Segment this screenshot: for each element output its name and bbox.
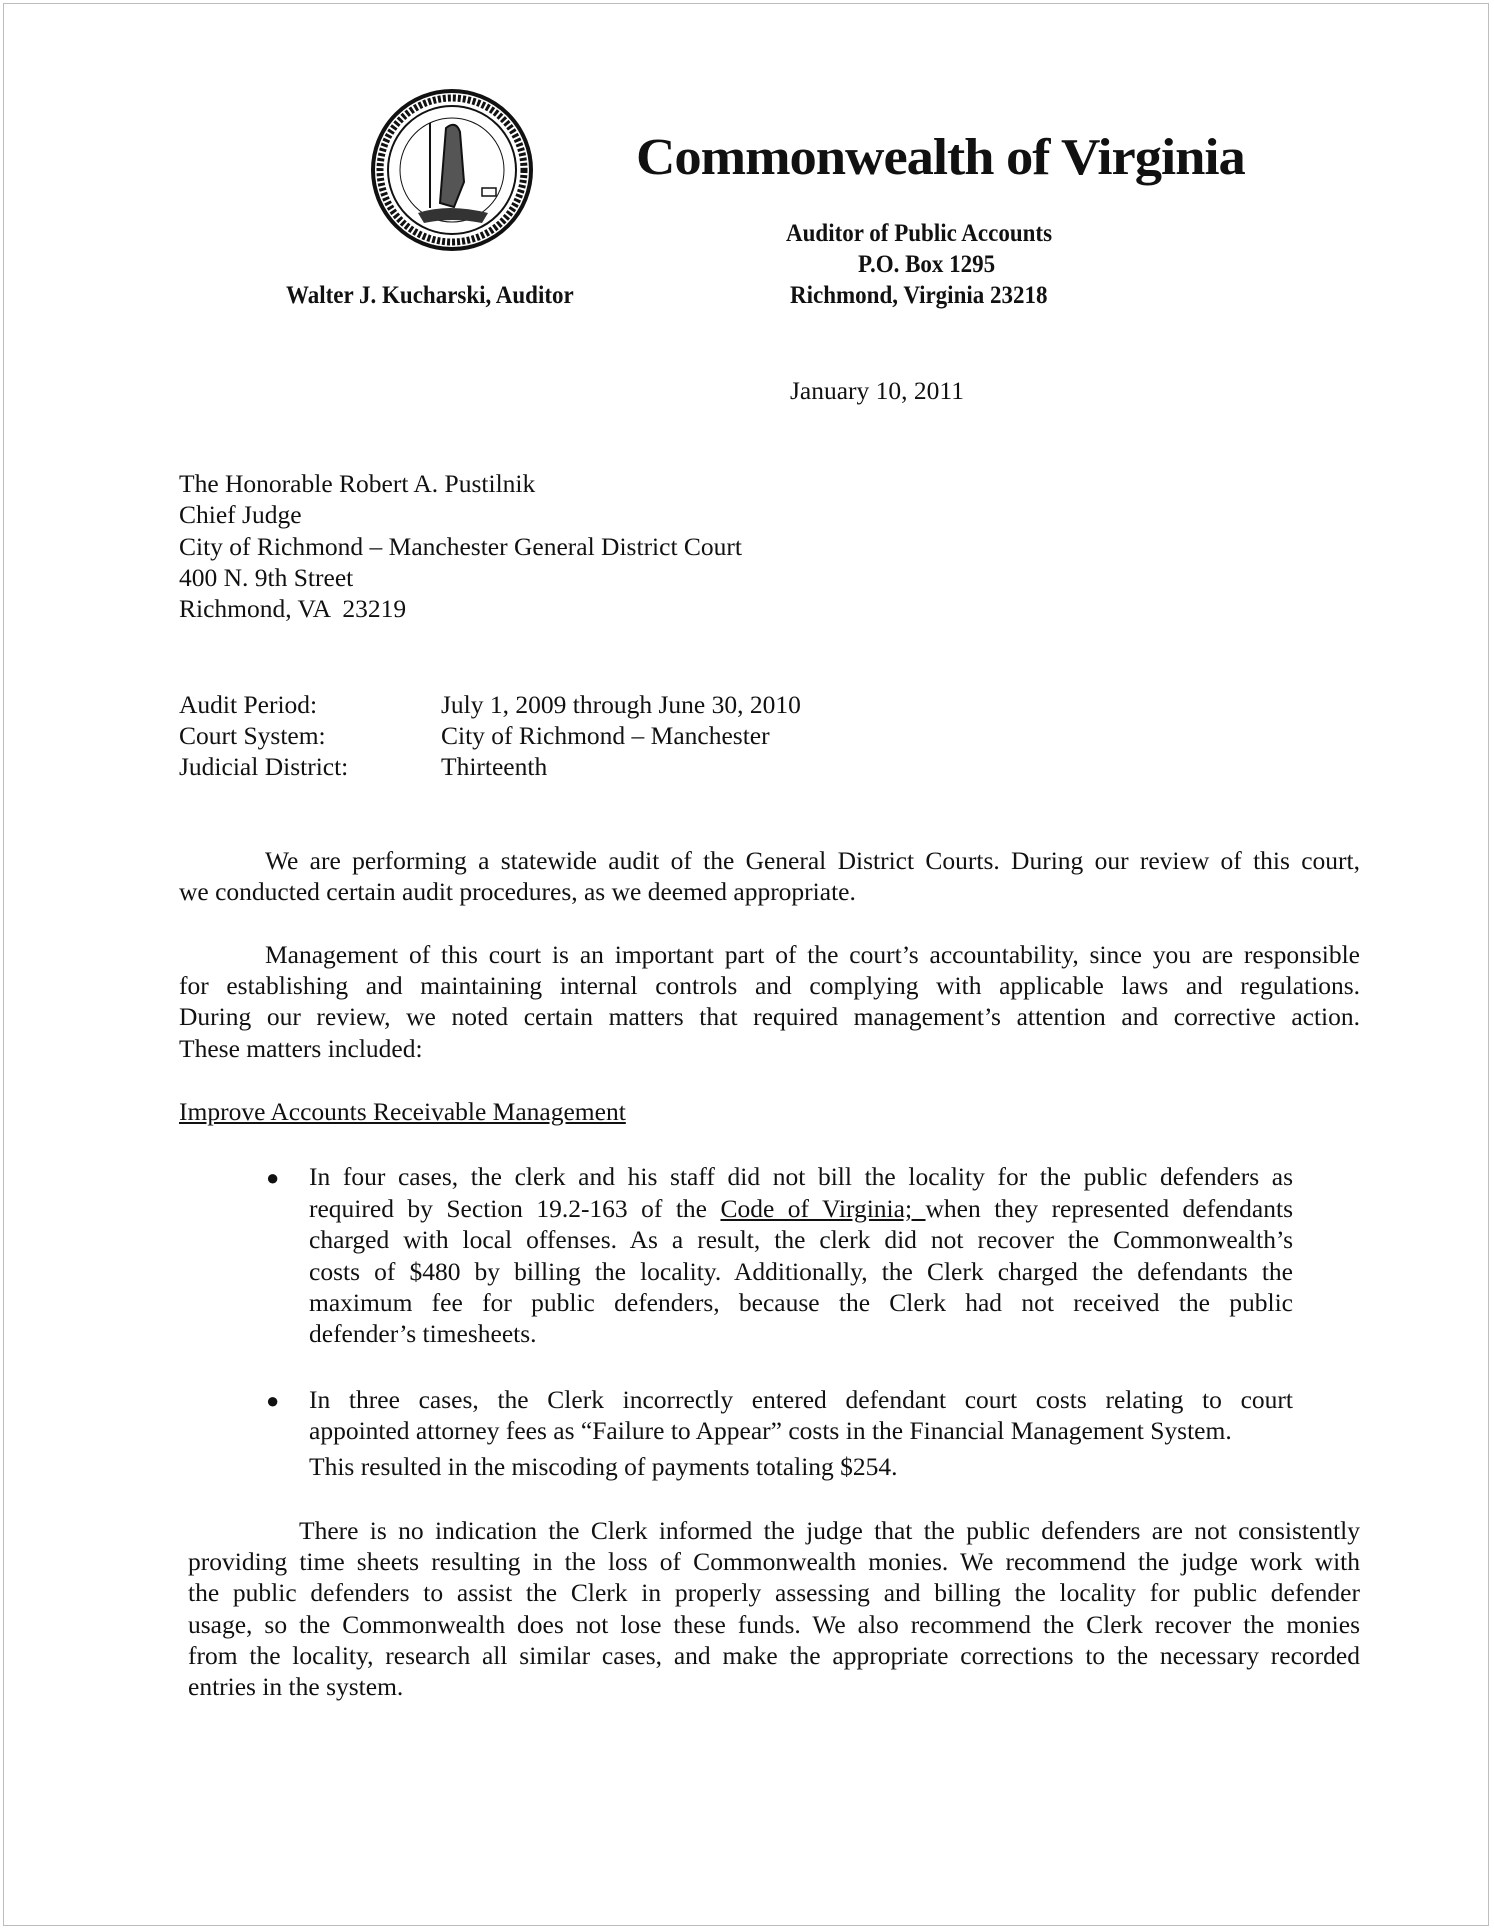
text-line: defender’s timesheets. xyxy=(309,1319,537,1348)
text-line: costs of $480 by billing the locality. Additionally, the Clerk charged the defendants the xyxy=(309,1257,1293,1286)
text-line: for establishing and maintaining internal controls and complying with applicable laws and regulations. xyxy=(179,971,1360,1000)
text-line: Management of this court is an important part of the court’s accountability, since you are responsible xyxy=(265,940,1360,969)
detail-value: Thirteenth xyxy=(441,752,548,781)
text-line xyxy=(309,1193,1293,1224)
text-line: In four cases, the clerk and his staff did not bill the locality for the public defenders as xyxy=(309,1162,1293,1191)
section-heading: Improve Accounts Receivable Management xyxy=(179,1097,626,1126)
recipient-line: The Honorable Robert A. Pustilnik xyxy=(179,469,536,498)
text-line: During our review, we noted certain matters that required management’s attention and corrective action. xyxy=(179,1002,1360,1031)
text-line: This resulted in the miscoding of payments totaling $254. xyxy=(309,1452,898,1481)
detail-label: Judicial District: xyxy=(179,752,349,781)
text-line: maximum fee for public defenders, because the Clerk had not received the public xyxy=(309,1288,1293,1317)
text-line: the public defenders to assist the Clerk in properly assessing and billing the locality for public defender xyxy=(188,1578,1360,1607)
detail-label: Court System: xyxy=(179,721,326,750)
text-line: providing time sheets resulting in the loss of Commonwealth monies. We recommend the judge work with xyxy=(188,1547,1360,1576)
text-line: usage, so the Commonwealth does not lose these funds. We also recommend the Clerk recover the monies xyxy=(188,1610,1360,1639)
bullet-icon: ● xyxy=(266,1165,280,1190)
virginia-seal-logo xyxy=(370,88,534,252)
po-box: P.O. Box 1295 xyxy=(858,251,996,278)
bullet-icon: ● xyxy=(266,1388,280,1413)
detail-label: Audit Period: xyxy=(179,690,318,719)
text-line: In three cases, the Clerk incorrectly entered defendant court costs relating to court xyxy=(309,1385,1293,1414)
text-line: we conducted certain audit procedures, as we deemed appropriate. xyxy=(179,877,856,906)
detail-value: July 1, 2009 through June 30, 2010 xyxy=(441,690,801,719)
recipient-line: 400 N. 9th Street xyxy=(179,563,354,592)
text-line: entries in the system. xyxy=(188,1672,404,1701)
text-line: These matters included: xyxy=(179,1034,423,1063)
text-line: appointed attorney fees as “Failure to Appear” costs in the Financial Management System. xyxy=(309,1416,1232,1445)
recipient-line: Richmond, VA 23219 xyxy=(179,594,407,623)
text: when they represented defendants xyxy=(925,1194,1293,1223)
text-line: charged with local offenses. As a result, the clerk did not recover the Commonwealth’s xyxy=(309,1225,1293,1254)
auditor-name: Walter J. Kucharski, Auditor xyxy=(286,282,574,309)
recipient-line: Chief Judge xyxy=(179,500,302,529)
text: required by Section 19.2-163 of the xyxy=(309,1194,721,1223)
code-of-virginia-reference: Code of Virginia; xyxy=(720,1194,926,1223)
office-name: Auditor of Public Accounts xyxy=(786,220,1053,247)
letter-date: January 10, 2011 xyxy=(790,376,964,405)
text-line: from the locality, research all similar cases, and make the appropriate corrections to the necessary recorded xyxy=(188,1641,1360,1670)
office-city: Richmond, Virginia 23218 xyxy=(790,282,1048,309)
recipient-line: City of Richmond – Manchester General District Court xyxy=(179,532,743,561)
letterhead-title: Commonwealth of Virginia xyxy=(636,129,1245,186)
text-line: There is no indication the Clerk informed the judge that the public defenders are not consistently xyxy=(299,1516,1360,1545)
detail-value: City of Richmond – Manchester xyxy=(441,721,770,750)
text-line: We are performing a statewide audit of the General District Courts. During our review of this court, xyxy=(265,846,1360,875)
